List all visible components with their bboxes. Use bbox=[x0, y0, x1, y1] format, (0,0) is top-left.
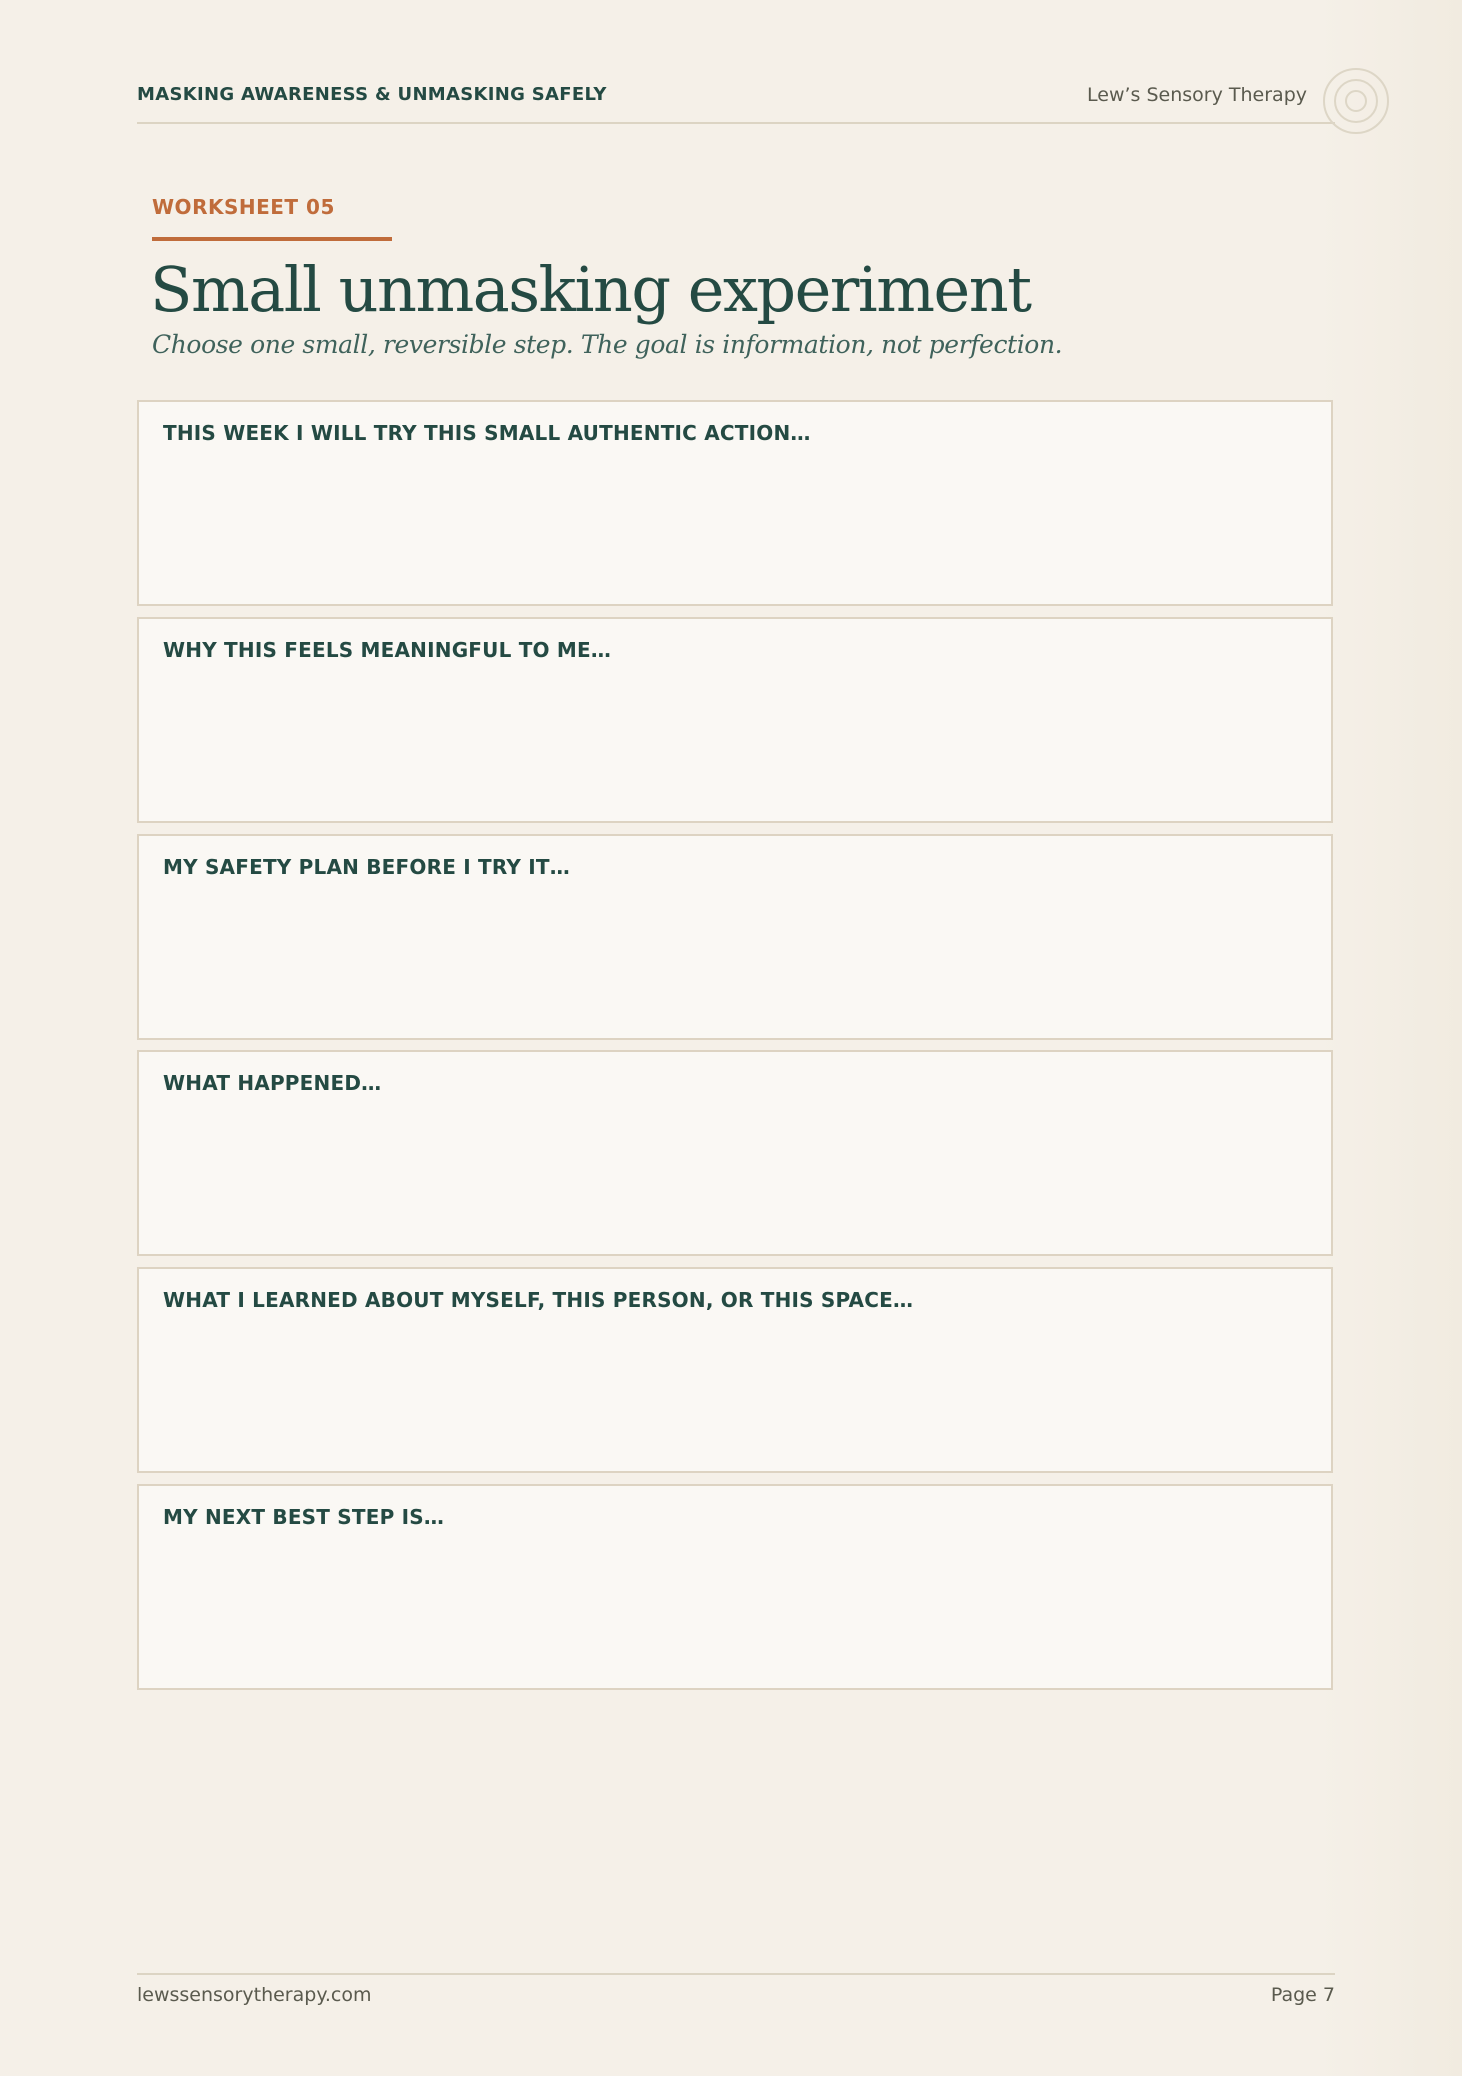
footer-website: lewssensorytherapy.com bbox=[137, 1984, 372, 2006]
writing-box-next-step[interactable] bbox=[137, 1484, 1333, 1690]
writing-box-what-happened[interactable] bbox=[137, 1050, 1333, 1256]
prompt-label: WHAT HAPPENED… bbox=[163, 1071, 382, 1095]
prompt-label: MY SAFETY PLAN BEFORE I TRY IT… bbox=[163, 855, 570, 879]
prompt-label: WHY THIS FEELS MEANINGFUL TO ME… bbox=[163, 638, 612, 662]
footer-divider bbox=[137, 1973, 1335, 1975]
page-number: Page 7 bbox=[1270, 1984, 1335, 2006]
writing-box-meaning[interactable] bbox=[137, 617, 1333, 823]
prompt-label: THIS WEEK I WILL TRY THIS SMALL AUTHENTIC ACTION… bbox=[163, 421, 811, 445]
prompt-label: WHAT I LEARNED ABOUT MYSELF, THIS PERSON, OR THIS SPACE… bbox=[163, 1288, 914, 1312]
page-header bbox=[137, 74, 1335, 124]
writing-box-learned[interactable] bbox=[137, 1267, 1333, 1473]
header-title: MASKING AWARENESS & UNMASKING SAFELY bbox=[137, 84, 607, 105]
page-subtitle: Choose one small, reversible step. The goal is information, not perfection. bbox=[152, 330, 1063, 359]
writing-box-safety-plan[interactable] bbox=[137, 834, 1333, 1040]
writing-box-action[interactable] bbox=[137, 400, 1333, 606]
prompt-label: MY NEXT BEST STEP IS… bbox=[163, 1505, 445, 1529]
concentric-circles-icon bbox=[1322, 67, 1390, 135]
worksheet-divider bbox=[152, 237, 392, 241]
worksheet-number: WORKSHEET 05 bbox=[152, 195, 335, 219]
page-title: Small unmasking experiment bbox=[150, 253, 1031, 326]
brand-name: Lew’s Sensory Therapy bbox=[1087, 84, 1307, 106]
